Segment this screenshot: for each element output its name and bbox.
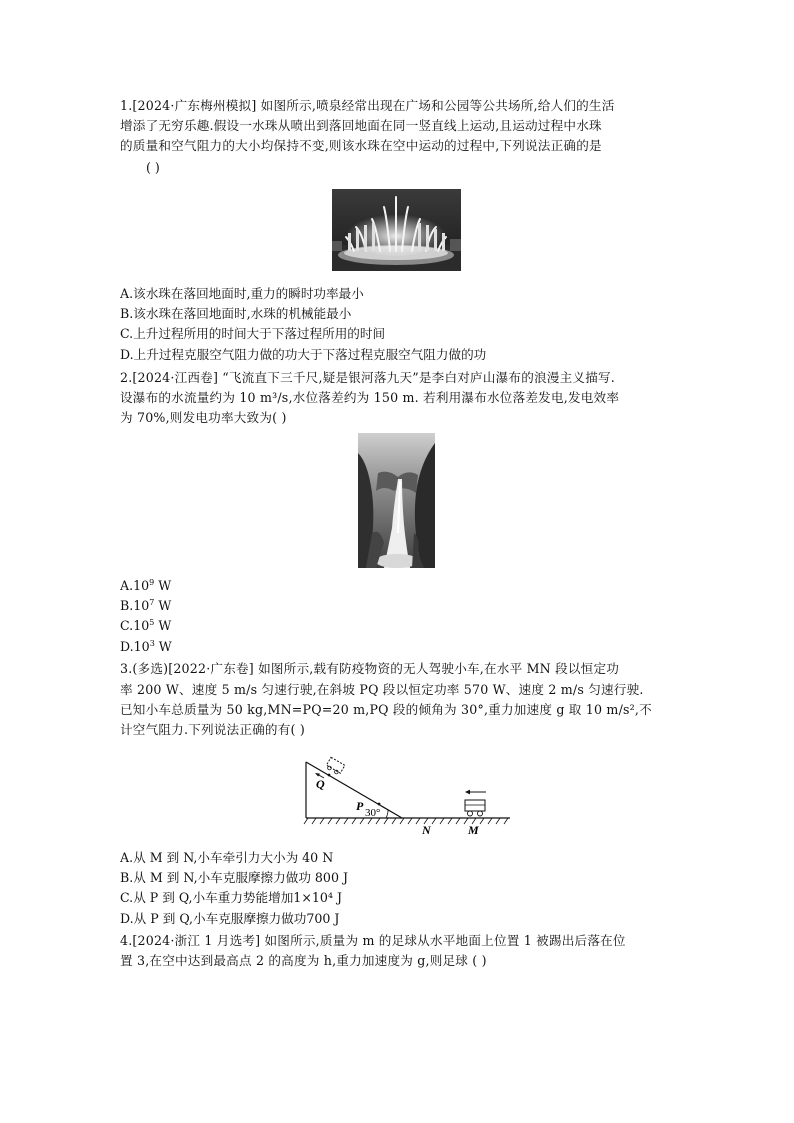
arrow-left xyxy=(465,790,486,795)
q3-option-a: A.从 M 到 N,小车牵引力大小为 40 N xyxy=(120,850,334,865)
q2-stem-line-1: 2.[2024·江西卷] “飞流直下三千尺,疑是银河落九天”是李白对庐山瀑布的浪漫主义描写. xyxy=(120,370,615,385)
q4-stem-line-2: 置 3,在空中达到最高点 2 的高度为 h,重力加速度为 g,则足球 ( ) xyxy=(120,953,487,968)
q2-option-d: $D.10^3$ W xyxy=(120,639,172,654)
q1-stem-line-2: 增添了无穷乐趣.假设一水珠从喷出到落回地面在同一竖直线上运动,且运动过程中水珠 xyxy=(120,118,602,133)
q4-stem-line-1: 4.[2024·浙江 1 月选考] 如图所示,质量为 m 的足球从水平地面上位置 1 被踢出后落在位 xyxy=(120,933,626,948)
q2-stem-line-2: 设瀑布的水流量约为 10 m³/s,水位落差约为 150 m. 若利用瀑布水位落差发电,发电效率 xyxy=(120,390,620,405)
q1-option-d: D.上升过程克服空气阻力做的功大于下落过程克服空气阻力做的功 xyxy=(120,347,487,362)
q1-answer-paren: ( ) xyxy=(146,160,160,175)
q1-option-a: A.该水珠在落回地面时,重力的瞬时功率最小 xyxy=(120,286,364,301)
point-q xyxy=(328,774,331,777)
cart-on-slope xyxy=(325,757,345,775)
label-m: M xyxy=(468,823,479,837)
angle-arc xyxy=(386,810,388,818)
label-n: N xyxy=(422,823,431,837)
incline-diagram xyxy=(302,754,512,840)
point-p xyxy=(378,803,381,806)
q3-option-b: B.从 M 到 N,小车克服摩擦力做功 800 J xyxy=(120,870,349,885)
q3-option-c: C.从 P 到 Q,小车重力势能增加1×10⁴ J xyxy=(120,890,343,905)
q3-option-d: D.从 P 到 Q,小车克服摩擦力做功700 J xyxy=(120,911,340,926)
q2-option-c: $C.10^5$ W xyxy=(120,618,172,633)
cart-on-ground xyxy=(465,800,485,816)
q3-stem-line-3: 已知小车总质量为 50 kg,MN=PQ=20 m,PQ 段的倾角为 30°,重力加速度 g 取 10 m/s²,不 xyxy=(120,702,652,717)
label-q: Q xyxy=(316,777,325,791)
q1-stem-line-1: 1.[2024·广东梅州模拟] 如图所示,喷泉经常出现在广场和公园等公共场所,给人们的生活 xyxy=(120,98,615,113)
label-angle: 30° xyxy=(365,807,381,819)
q3-stem-line-1: 3.(多选)[2022·广东卷] 如图所示,载有防疫物资的无人驾驶小车,在水平 MN 段以恒定功 xyxy=(120,661,620,676)
q2-option-a: $A.10^9$ W xyxy=(120,578,172,593)
label-p: P xyxy=(356,799,364,813)
q1-stem-line-3: 的质量和空气阻力的大小均保持不变,则该水珠在空中运动的过程中,下列说法正确的是 xyxy=(120,138,602,153)
q1-option-b: B.该水珠在落回地面时,水珠的机械能最小 xyxy=(120,306,352,321)
q2-stem-line-3: 为 70%,则发电功率大致为( ) xyxy=(120,410,287,425)
fountain-photo xyxy=(332,189,461,271)
q1-option-c: C.上升过程所用的时间大于下落过程所用的时间 xyxy=(120,326,386,341)
waterfall-photo xyxy=(358,433,435,568)
q3-stem-line-4: 计空气阻力.下列说法正确的有( ) xyxy=(120,722,305,737)
q2-option-b: $B.10^7$ W xyxy=(120,598,172,613)
q3-stem-line-2: 率 200 W、速度 5 m/s 匀速行驶,在斜坡 PQ 段以恒定功率 570 W、速度 2 m/s 匀速行驶. xyxy=(120,682,644,697)
